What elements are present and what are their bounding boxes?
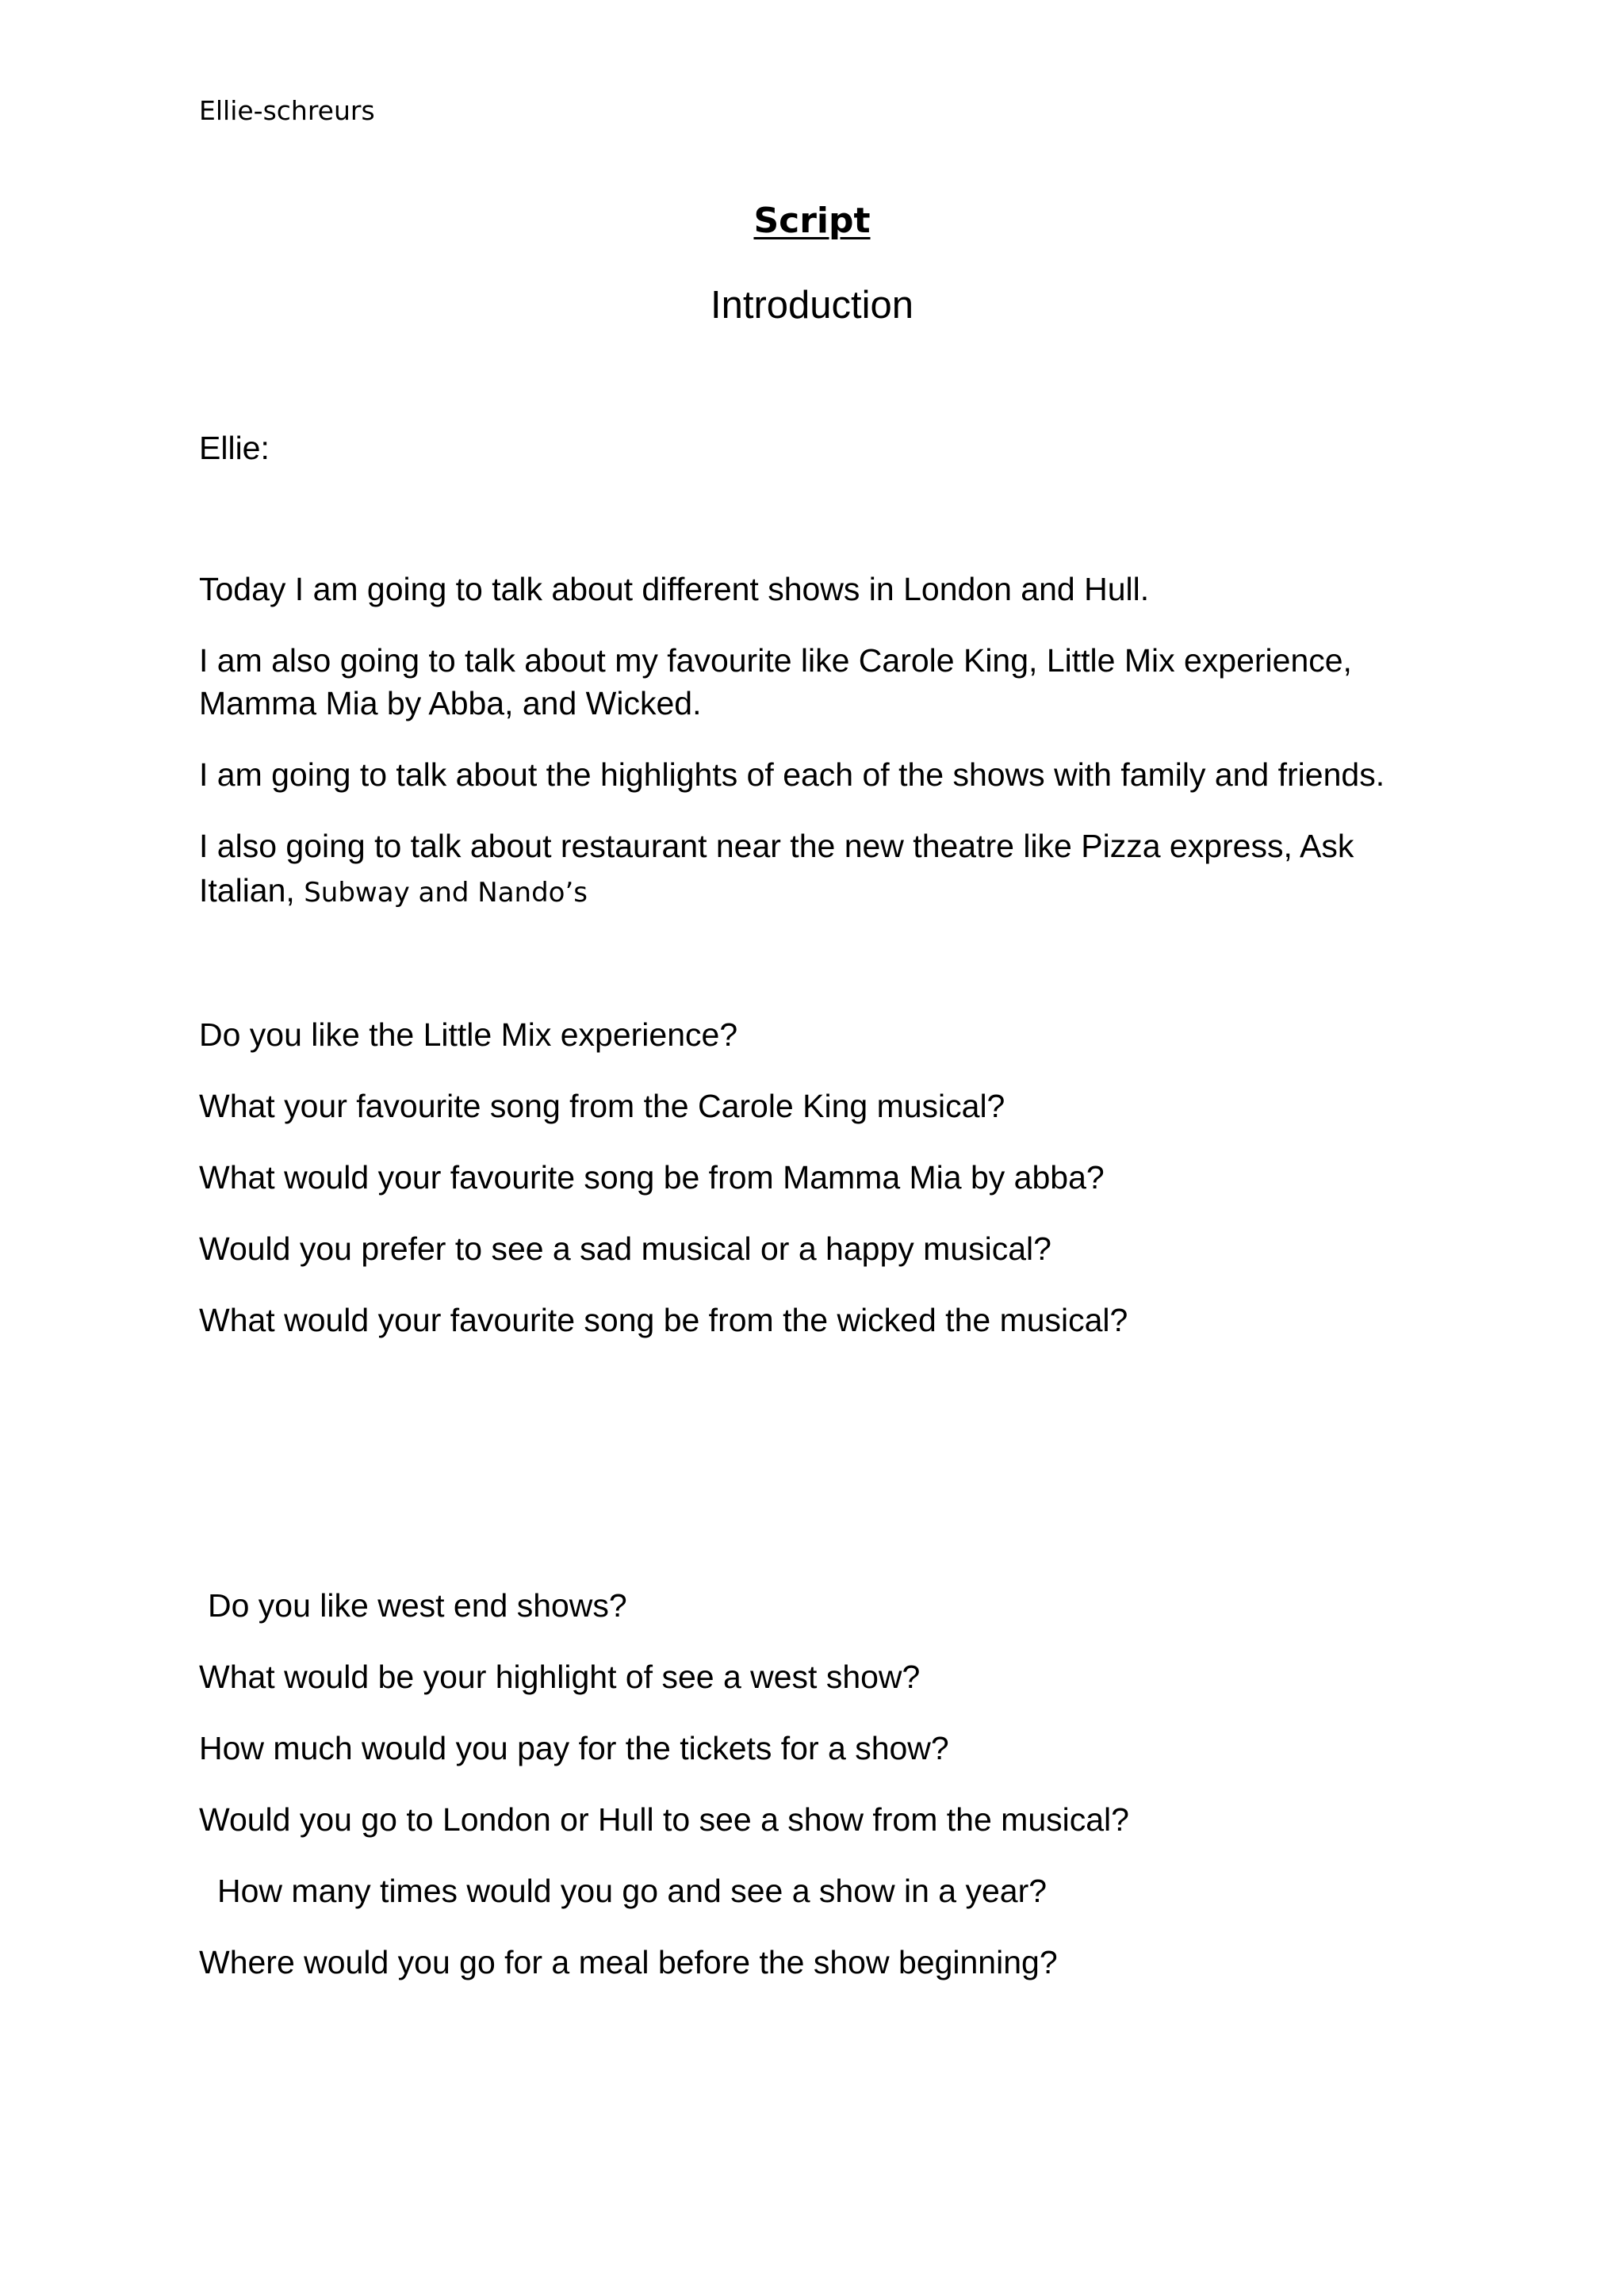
intro-paragraph-3: I am going to talk about the highlights of each of the shows with family and friends. [199, 756, 1385, 793]
question-item: Where would you go for a meal before the show beginning? [199, 1944, 1058, 1980]
question-item: What would your favourite song be from the wicked the musical? [199, 1302, 1128, 1338]
question-item: How much would you pay for the tickets for a show? [199, 1730, 949, 1766]
intro-paragraph-2-line-2: Mamma Mia by Abba, and Wicked. [199, 685, 702, 721]
intro-paragraph-2-line-1: I am also going to talk about my favourite like Carole King, Little Mix experience, [199, 642, 1352, 679]
speaker-label: Ellie: [199, 430, 270, 466]
intro-paragraph-1: Today I am going to talk about different shows in London and Hull. [199, 571, 1150, 607]
question-item: What your favourite song from the Carole King musical? [199, 1088, 1005, 1124]
question-item: Do you like the Little Mix experience? [199, 1016, 738, 1053]
intro-paragraph-4-text-b: Subway and Nando’s [304, 877, 588, 909]
question-item: Would you go to London or Hull to see a show from the musical? [199, 1801, 1129, 1838]
document-subtitle: Introduction [710, 284, 914, 327]
intro-paragraph-4-line-1: I also going to talk about restaurant near the new theatre like Pizza express, Ask [199, 828, 1354, 864]
intro-paragraph-4-text-a: Italian, [199, 872, 295, 909]
question-item: How many times would you go and see a show in a year? [217, 1873, 1048, 1909]
question-item: What would your favourite song be from Mamma Mia by abba? [199, 1159, 1105, 1196]
question-item: What would be your highlight of see a west show? [199, 1659, 921, 1695]
intro-paragraph-4-line-2 [199, 869, 588, 914]
question-item: Would you prefer to see a sad musical or a happy musical? [199, 1230, 1051, 1267]
author-header: Ellie-schreurs [199, 95, 375, 126]
document-title: Script [753, 201, 871, 241]
question-item: Do you like west end shows? [208, 1587, 627, 1624]
